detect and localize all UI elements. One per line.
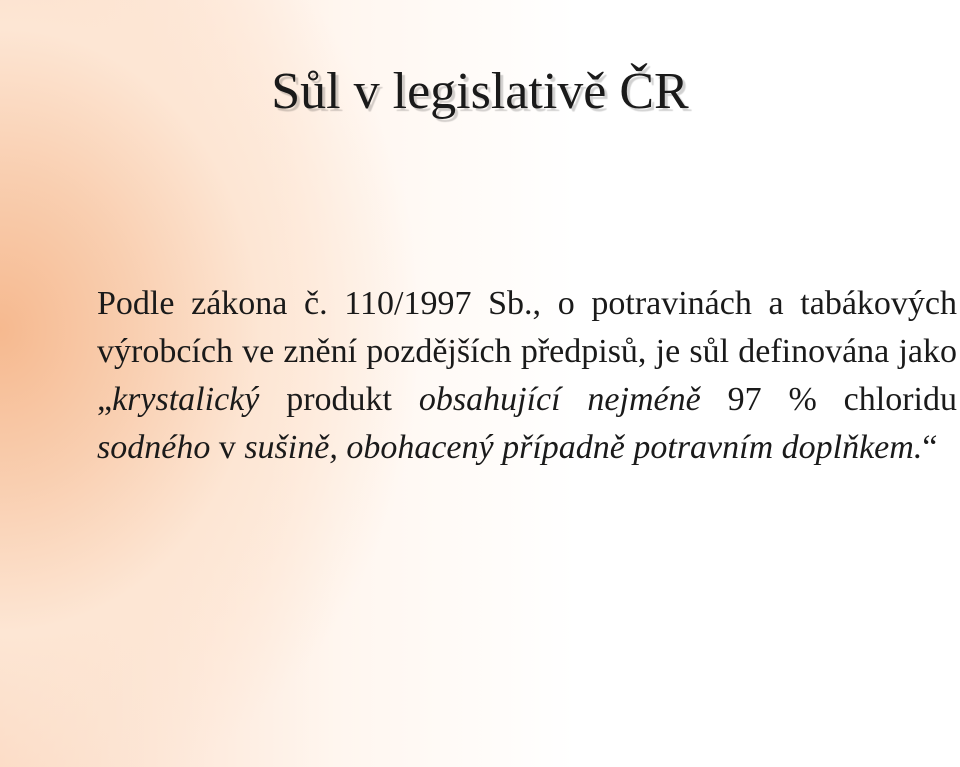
paragraph-mid-2: 97 % chloridu [700,381,957,418]
slide-title: Sůl v legislativě ČR [271,63,689,120]
definition-sodium: sodného [97,429,211,466]
paragraph-mid-1: produkt [259,381,419,418]
paragraph-mid-3: v [210,429,245,466]
definition-paragraph [97,280,957,472]
paragraph-intro: Podle zákona č. 110/1997 Sb., o potravinách a tabákových výrobcích ve znění pozdějších předpisů, je sůl definována jako „ [97,285,957,418]
definition-containing: obsahující nejméně [418,381,701,418]
definition-dry-matter: sušině, obohacený případně potravním doplňkem. [244,429,923,466]
definition-crystalline: krystalický [112,381,260,418]
paragraph-end-quote: “ [922,429,938,466]
